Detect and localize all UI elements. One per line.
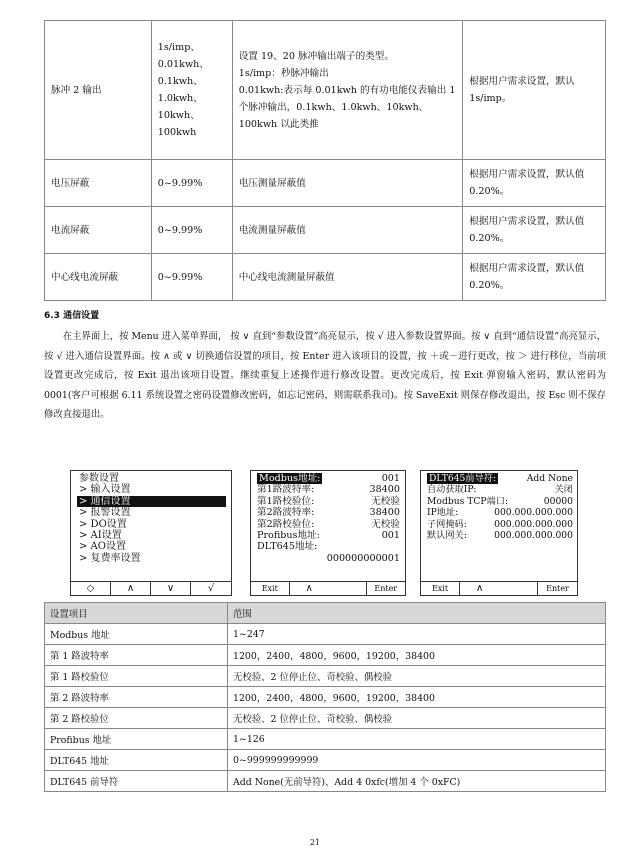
setting-value: 000.000.000.000: [494, 518, 573, 530]
section-title: 6.3 通信设置: [44, 311, 100, 321]
table-row: [45, 750, 606, 771]
column-header: 设置项目: [45, 603, 228, 624]
section-paragraph: 在主界面上，按 Menu 进入菜单界面， 按 ∨ 直到“参数设置”高亮显示，按 √ 进入参数设置界面。按 ∨ 直到“通信设置”高亮显示，按 √ 进入通信设置界面。按 ∧ 或 ∨ 切换通信设置的项目，按 Enter 进入该项目的设置，按 ＋或－进行更改，按 ＞ 进行移位，当前项设置更改完成后，按 Exit 退出该项目设置。继续重复上述操作进行修改设置。更改完成后，按 Exit 弹窗输入密码，默认密码为 0001(客户可根据 6.11 系统设置之密码设置修改密码，如忘记密码，则需联系我司)。按 SaveExit 则保存修改退出，按 Esc 则不保存修改直接退出。: [44, 331, 606, 421]
param-name: 电流屏蔽: [45, 207, 152, 254]
setting-value: 000.000.000.000: [494, 530, 573, 542]
table-row: [45, 207, 606, 254]
comm-settings-screen: [250, 470, 406, 596]
menu-title: 参数设置: [79, 473, 119, 484]
parameter-table: [44, 20, 606, 301]
setting-row[interactable]: [257, 507, 400, 518]
menu-item[interactable]: > 复费率设置: [79, 552, 141, 564]
setting-range: 无校验、2 位停止位、奇校验、偶校验: [228, 666, 606, 687]
setting-item: DLT645 前导符: [45, 771, 228, 792]
setting-value: 38400: [369, 484, 400, 496]
setting-label: IP地址:: [427, 507, 459, 519]
table-row: [45, 624, 606, 645]
confirm-key-icon[interactable]: √: [207, 583, 215, 594]
param-range: 1s/imp、 0.01kwh、 0.1kwh、 1.0kwh、 10kwh、 100kwh: [151, 21, 232, 160]
setting-item: 第 1 路波特率: [45, 645, 228, 666]
setting-value: 001: [381, 530, 400, 542]
setting-label: 第2路波特率:: [257, 507, 315, 519]
param-range: 0~9.99%: [151, 207, 232, 254]
settings-table: [44, 602, 606, 792]
setting-label: Modbus TCP端口:: [427, 495, 509, 507]
param-note: 根据用户需求设置，默认值 0.20%。: [463, 254, 606, 301]
param-name: 中心线电流屏蔽: [45, 254, 152, 301]
setting-value: 无校验: [371, 518, 400, 530]
setting-range: Add None(无前导符)、Add 4 0xfc(增加 4 个 0xFC): [228, 771, 606, 792]
page-number: 21: [309, 838, 321, 847]
menu-item[interactable]: > 报警设置: [79, 507, 131, 519]
setting-row[interactable]: [427, 473, 573, 484]
param-note: 根据用户需求设置，默认 1s/imp。: [463, 21, 606, 160]
setting-item: 第 2 路校验位: [45, 708, 228, 729]
setting-range: 1~126: [228, 729, 606, 750]
setting-value: 关闭: [554, 484, 573, 496]
setting-item: Modbus 地址: [45, 624, 228, 645]
setting-row[interactable]: [257, 530, 400, 541]
setting-row[interactable]: [257, 541, 400, 552]
softkey-bar: [71, 581, 231, 595]
menu-screen: [70, 470, 232, 596]
setting-item: Profibus 地址: [45, 729, 228, 750]
setting-row[interactable]: [257, 519, 400, 530]
menu-item-selected[interactable]: > 通信设置: [77, 496, 226, 507]
setting-label: Profibus地址:: [257, 530, 320, 542]
diamond-key-icon[interactable]: ◇: [71, 582, 111, 595]
enter-key[interactable]: Enter: [374, 584, 398, 593]
setting-value: Add None: [526, 473, 573, 484]
param-name: 电压屏蔽: [45, 160, 152, 207]
setting-label: 自动获取IP:: [427, 484, 477, 496]
setting-range: 0~999999999999: [228, 750, 606, 771]
table-row: [45, 771, 606, 792]
param-note: 根据用户需求设置，默认值 0.20%。: [463, 160, 606, 207]
setting-item: DLT645 地址: [45, 750, 228, 771]
down-key-icon[interactable]: ∨: [151, 582, 191, 595]
exit-key[interactable]: Exit: [251, 582, 290, 595]
setting-range: 1200，2400，4800，9600，19200，38400: [228, 645, 606, 666]
param-description: 中心线电流测量屏蔽值: [232, 254, 463, 301]
param-range: 0~9.99%: [151, 160, 232, 207]
param-description: 电流测量屏蔽值: [232, 207, 463, 254]
enter-key[interactable]: Enter: [546, 584, 569, 593]
setting-row[interactable]: [257, 553, 400, 564]
setting-value: 000.000.000.000: [494, 507, 573, 519]
setting-row[interactable]: [427, 507, 573, 518]
setting-value: 无校验: [371, 495, 400, 507]
setting-label: 默认网关:: [427, 530, 467, 542]
table-header: [45, 603, 606, 624]
table-row: [45, 708, 606, 729]
param-name: 脉冲 2 输出: [45, 21, 152, 160]
setting-value: 38400: [369, 507, 400, 519]
setting-row[interactable]: [427, 519, 573, 530]
up-key-icon[interactable]: ∧: [460, 582, 538, 595]
param-range: 0~9.99%: [151, 254, 232, 301]
setting-label: 子网掩码:: [427, 518, 467, 530]
setting-label: 第1路波特率:: [257, 484, 315, 496]
setting-label: DLT645地址:: [257, 541, 318, 553]
setting-label: Modbus地址:: [259, 473, 321, 484]
table-row: [45, 254, 606, 301]
setting-value: 001: [381, 473, 400, 484]
menu-item[interactable]: > AI设置: [79, 530, 122, 542]
setting-row[interactable]: [427, 530, 573, 541]
up-key-icon[interactable]: ∧: [111, 582, 151, 595]
setting-range: 1200，2400，4800，9600，19200，38400: [228, 687, 606, 708]
softkey-bar: [251, 581, 405, 595]
setting-range: 无校验、2 位停止位、奇校验、偶校验: [228, 708, 606, 729]
setting-value: 00000: [543, 495, 573, 507]
menu-item[interactable]: > 输入设置: [79, 484, 131, 496]
param-description: 设置 19、20 脉冲输出端子的类型。 1s/imp：秒脉冲输出 0.01kwh:表示每 0.01kwh 的有功电能仪表输出 1 个脉冲输出，0.1kwh、1.0kwh、10kwh、100kwh 以此类推: [232, 21, 463, 160]
setting-range: 1~247: [228, 624, 606, 645]
setting-label: 第2路校验位:: [257, 518, 315, 530]
setting-item: 第 2 路波特率: [45, 687, 228, 708]
table-row: [45, 666, 606, 687]
table-row: [45, 687, 606, 708]
setting-item: 第 1 路校验位: [45, 666, 228, 687]
setting-row[interactable]: [427, 484, 573, 495]
table-row: [45, 21, 606, 160]
setting-row[interactable]: [257, 496, 400, 507]
setting-value: 000000000001: [326, 552, 400, 564]
up-key-icon[interactable]: ∧: [290, 582, 367, 595]
softkey-bar: [421, 581, 577, 595]
exit-key[interactable]: Exit: [421, 582, 460, 595]
table-row: [45, 160, 606, 207]
setting-label: DLT645前导符:: [429, 473, 497, 484]
table-row: [45, 645, 606, 666]
network-settings-screen: [420, 470, 578, 596]
setting-row[interactable]: [257, 473, 400, 484]
setting-label: 第1路校验位:: [257, 495, 315, 507]
menu-item[interactable]: > AO设置: [79, 541, 126, 553]
setting-row[interactable]: [257, 484, 400, 495]
menu-item[interactable]: > DO设置: [79, 518, 127, 530]
param-description: 电压测量屏蔽值: [232, 160, 463, 207]
column-header: 范围: [228, 603, 606, 624]
table-row: [45, 729, 606, 750]
setting-row[interactable]: [427, 496, 573, 507]
param-note: 根据用户需求设置，默认值 0.20%。: [463, 207, 606, 254]
